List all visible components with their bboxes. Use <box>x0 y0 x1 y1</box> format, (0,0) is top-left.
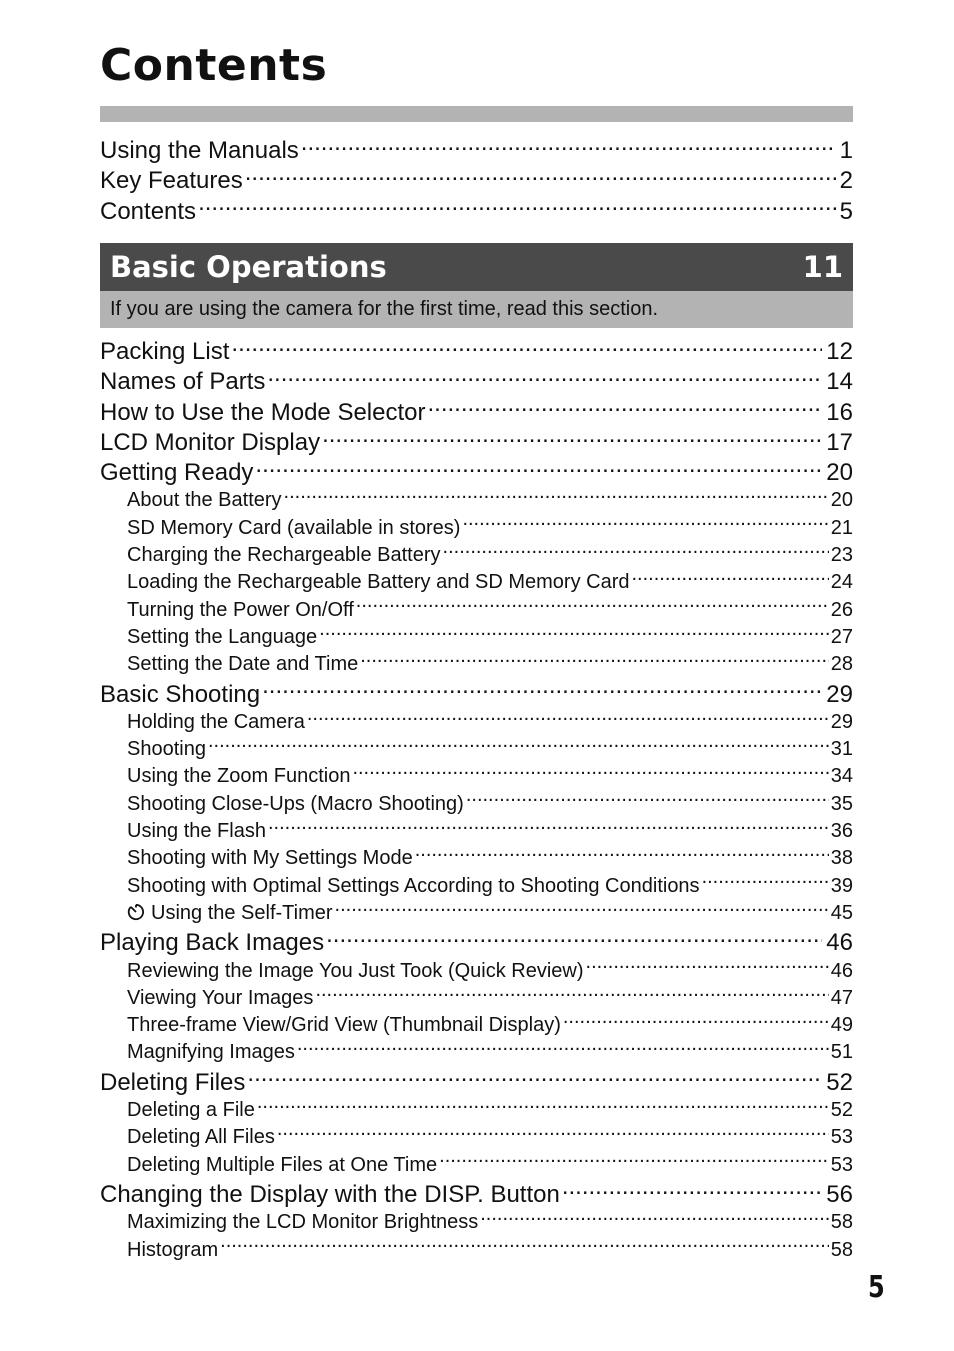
toc-entry-label <box>127 1012 561 1038</box>
toc-entry-text: Key Features <box>100 167 243 195</box>
toc-entry[interactable] <box>100 1123 853 1150</box>
dot-leader <box>253 456 822 480</box>
toc-entry-page: 46 <box>830 959 853 982</box>
toc-entry-text: Deleting a File <box>127 1099 255 1122</box>
toc-entry[interactable] <box>100 899 853 926</box>
dot-leader <box>460 514 828 534</box>
toc-entry[interactable] <box>100 708 853 735</box>
toc-entry-text: Shooting Close-Ups (Macro Shooting) <box>127 792 464 815</box>
page-number: 5 <box>868 1270 885 1305</box>
toc-entry-page: 2 <box>839 167 853 195</box>
dot-leader <box>313 984 828 1004</box>
toc-entry[interactable] <box>100 623 853 650</box>
toc-entry-text: Deleting All Files <box>127 1126 275 1149</box>
toc-entry[interactable] <box>100 335 853 365</box>
toc-entry-label <box>127 791 464 817</box>
toc-entry[interactable] <box>100 486 853 513</box>
toc-entry-label <box>100 1180 560 1208</box>
toc-entry[interactable] <box>100 1096 853 1123</box>
toc-entry-text: Using the Self-Timer <box>151 901 333 924</box>
toc-entry[interactable] <box>100 1151 853 1178</box>
toc-entry-text: Magnifying Images <box>127 1041 295 1064</box>
dot-leader <box>324 926 822 950</box>
toc-entry-label <box>127 845 413 871</box>
toc-entry-text: SD Memory Card (available in stores) <box>127 516 461 539</box>
section-subtitle: If you are using the camera for the first time, read this section. <box>100 291 853 328</box>
dot-leader <box>266 817 829 837</box>
toc-entry-label <box>127 1097 255 1123</box>
dot-leader <box>437 1151 829 1171</box>
dot-leader <box>441 541 829 561</box>
toc-entry-text: Setting the Date and Time <box>127 653 359 676</box>
toc-entry-text: Turning the Power On/Off <box>127 598 354 621</box>
dot-leader <box>320 426 822 450</box>
toc-entry-label <box>127 1152 437 1178</box>
toc-entry-label <box>127 651 358 677</box>
toc-entry-label <box>100 136 299 164</box>
dot-leader <box>700 872 829 892</box>
dot-leader <box>196 195 836 219</box>
toc-entry-page: 45 <box>830 901 853 924</box>
toc-entry-page: 46 <box>826 929 853 957</box>
toc-entry-label <box>100 428 320 456</box>
dot-leader <box>260 678 822 702</box>
dot-leader <box>561 1011 829 1031</box>
toc-entry-page: 20 <box>826 459 853 487</box>
toc-entry-text: Viewing Your Images <box>127 986 314 1009</box>
dot-leader <box>426 396 823 420</box>
toc-entry-text: About the Battery <box>127 489 282 512</box>
toc-entry[interactable] <box>100 844 853 871</box>
toc-entry-page: 29 <box>830 710 853 733</box>
toc-entry-page: 31 <box>830 738 853 761</box>
toc-entry[interactable] <box>100 568 853 595</box>
dot-leader <box>295 1038 829 1058</box>
dot-leader <box>358 650 829 670</box>
toc-entry[interactable] <box>100 456 853 486</box>
toc-entry-label <box>100 398 426 426</box>
toc-entry-text: Deleting Multiple Files at One Time <box>127 1153 438 1176</box>
toc-entry-label <box>100 928 324 956</box>
toc-entry-label <box>100 197 196 225</box>
toc-entry-text: Shooting with My Settings Mode <box>127 847 413 870</box>
toc-entry-page: 47 <box>830 986 853 1009</box>
toc-entry-text: Charging the Rechargeable Battery <box>127 544 441 567</box>
toc-entry-label <box>127 958 584 984</box>
toc-entry-label <box>127 818 266 844</box>
toc-entry-page: 28 <box>830 653 853 676</box>
toc-entry-label <box>127 1209 478 1235</box>
toc-entry-page: 14 <box>826 368 853 396</box>
toc-entry-label <box>127 763 350 789</box>
dot-leader <box>243 164 836 188</box>
toc-entry-label <box>127 1039 295 1065</box>
dot-leader <box>333 899 829 919</box>
toc-entry-label <box>127 542 441 568</box>
toc-entry-text: Reviewing the Image You Just Took (Quick Review) <box>127 959 584 982</box>
dot-leader <box>584 957 829 977</box>
toc-entry-page: 58 <box>830 1238 853 1261</box>
toc-entry[interactable] <box>100 1011 853 1038</box>
dot-leader <box>478 1208 829 1228</box>
toc-entry-label <box>100 367 265 395</box>
toc-entry-page: 12 <box>826 338 853 365</box>
toc-entry-label <box>127 873 700 899</box>
toc-top-list <box>100 134 853 225</box>
toc-entry-page: 53 <box>830 1153 853 1176</box>
toc-entry-label <box>100 680 260 708</box>
toc-entry-text: Setting the Language <box>127 625 318 648</box>
toc-entry-page: 17 <box>826 428 853 456</box>
dot-leader <box>413 844 829 864</box>
toc-entry-page: 52 <box>826 1068 853 1096</box>
dot-leader <box>630 568 829 588</box>
toc-entry-label <box>127 709 305 735</box>
toc-entry-page: 58 <box>830 1211 853 1234</box>
toc-entry-page: 26 <box>830 598 853 621</box>
dot-leader <box>560 1178 822 1202</box>
toc-entry-page: 34 <box>830 765 853 788</box>
toc-entry-label <box>127 1124 275 1150</box>
toc-entry[interactable] <box>100 957 853 984</box>
dot-leader <box>464 790 829 810</box>
toc-entry-label <box>127 597 354 623</box>
toc-entry[interactable] <box>100 984 853 1011</box>
section-title: Basic Operations <box>110 250 387 284</box>
toc-entry-text: Changing the Display with the DISP. Button <box>100 1180 560 1208</box>
toc-entry-page: 27 <box>830 625 853 648</box>
toc-entry-page: 35 <box>830 792 853 815</box>
dot-leader <box>218 1236 829 1256</box>
toc-entry-page: 1 <box>839 137 853 164</box>
toc-entry-text: Deleting Files <box>100 1068 246 1096</box>
toc-entry[interactable] <box>100 650 853 677</box>
toc-entry[interactable] <box>100 365 853 395</box>
toc-entry-text: Getting Ready <box>100 459 254 487</box>
dot-leader <box>354 596 829 616</box>
toc-entry-text: Names of Parts <box>100 368 266 396</box>
section-bar <box>100 243 853 291</box>
toc-entry-page: 38 <box>830 847 853 870</box>
toc-entry-page: 51 <box>830 1041 853 1064</box>
title-rule <box>100 106 853 122</box>
toc-entry[interactable] <box>100 195 853 225</box>
toc-entry[interactable] <box>100 1038 853 1065</box>
toc-entry-label <box>127 900 333 926</box>
toc-entry-label <box>127 515 460 541</box>
toc-entry-page: 36 <box>830 820 853 843</box>
toc-entry[interactable] <box>100 426 853 456</box>
toc-entry-page: 24 <box>830 571 853 594</box>
toc-entry[interactable] <box>100 396 853 426</box>
toc-entry-text: Maximizing the LCD Monitor Brightness <box>127 1211 479 1234</box>
toc-entry-text: LCD Monitor Display <box>100 428 321 456</box>
toc-entry-label <box>127 569 630 595</box>
section-page: 11 <box>802 250 843 284</box>
self-timer-icon <box>127 903 145 921</box>
toc-entry-page: 20 <box>830 489 853 512</box>
dot-leader <box>206 735 829 755</box>
dot-leader <box>317 623 829 643</box>
dot-leader <box>282 486 829 506</box>
toc-entry[interactable] <box>100 678 853 708</box>
toc-entry-page: 21 <box>830 516 853 539</box>
toc-entry-page: 16 <box>826 398 853 426</box>
toc-entry-text: Using the Manuals <box>100 137 299 164</box>
toc-entry[interactable] <box>100 790 853 817</box>
toc-entry-text: Using the Flash <box>127 820 266 843</box>
toc-entry[interactable] <box>100 1066 853 1096</box>
toc-entry-page: 49 <box>830 1014 853 1037</box>
toc-entry-text: Three-frame View/Grid View (Thumbnail Display) <box>127 1014 561 1037</box>
toc-entry[interactable] <box>100 735 853 762</box>
toc-entry[interactable] <box>100 596 853 623</box>
dot-leader <box>299 134 836 158</box>
toc-entry[interactable] <box>100 926 853 956</box>
toc-entry[interactable] <box>100 514 853 541</box>
dot-leader <box>265 365 822 389</box>
toc-entry[interactable] <box>100 134 853 164</box>
toc-entry[interactable] <box>100 541 853 568</box>
toc-entry-text: How to Use the Mode Selector <box>100 398 426 426</box>
toc-entry-text: Contents <box>100 197 197 225</box>
section-header <box>100 243 853 328</box>
toc-entry-page: 53 <box>830 1126 853 1149</box>
toc-entry[interactable] <box>100 762 853 789</box>
dot-leader <box>275 1123 829 1143</box>
toc-entry-label <box>127 985 313 1011</box>
toc-entry-page: 52 <box>830 1099 853 1122</box>
dot-leader <box>229 335 822 359</box>
toc-entry-text: Histogram <box>127 1238 219 1261</box>
toc-entry-label <box>100 166 243 194</box>
toc-entry-text: Shooting with Optimal Settings According to Shooting Conditions <box>127 874 700 897</box>
toc-entry[interactable] <box>100 872 853 899</box>
dot-leader <box>305 708 829 728</box>
toc-entry-text: Holding the Camera <box>127 710 305 733</box>
toc-entry-label <box>127 487 282 513</box>
toc-entry[interactable] <box>100 1208 853 1235</box>
toc-entry[interactable] <box>100 164 853 194</box>
toc-entry-text: Packing List <box>100 338 230 365</box>
toc-entry-text: Playing Back Images <box>100 929 325 957</box>
toc-entry-label <box>100 1068 245 1096</box>
toc-entry-page: 56 <box>826 1180 853 1208</box>
toc-entry-text: Using the Zoom Function <box>127 765 351 788</box>
toc-entry-page: 39 <box>830 874 853 897</box>
toc-entry[interactable] <box>100 1236 853 1263</box>
dot-leader <box>245 1066 822 1090</box>
toc-entry-page: 29 <box>826 680 853 708</box>
toc-entry-label <box>100 458 253 486</box>
toc-entry-label <box>127 736 206 762</box>
dot-leader <box>255 1096 829 1116</box>
toc-entry[interactable] <box>100 1178 853 1208</box>
toc-entry-page: 5 <box>839 197 853 225</box>
toc-entry-text: Shooting <box>127 738 206 761</box>
toc-entry-label <box>127 624 317 650</box>
toc-entry-label <box>127 1237 218 1263</box>
toc-main-list <box>100 335 853 1263</box>
toc-entry-text: Loading the Rechargeable Battery and SD Memory Card <box>127 571 630 594</box>
toc-entry-text: Basic Shooting <box>100 680 261 708</box>
toc-entry[interactable] <box>100 817 853 844</box>
dot-leader <box>350 762 828 782</box>
toc-entry-page: 23 <box>830 544 853 567</box>
toc-entry-label <box>100 337 229 365</box>
page-title: Contents <box>100 40 328 91</box>
